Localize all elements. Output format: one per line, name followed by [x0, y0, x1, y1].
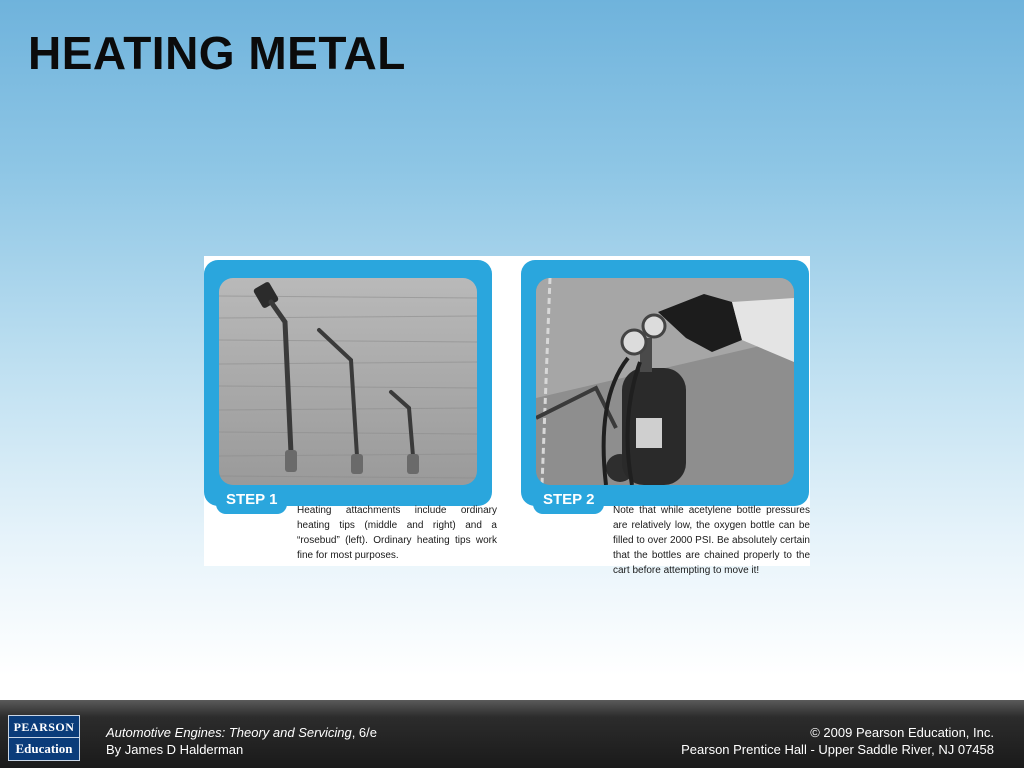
footer-title-line	[106, 724, 377, 741]
step2-label: STEP 2	[533, 486, 604, 514]
logo-bottom-text: Education	[15, 741, 73, 756]
step1-photo-heating-tips	[219, 278, 477, 485]
step2-panel	[521, 260, 809, 506]
step2-caption: Note that while acetylene bottle pressures are relatively low, the oxygen bottle can be filled to over 2000 PSI. Be absolutely certain that the bottles are chained properly to the cart before attempting to move it!	[613, 505, 810, 576]
footer-publisher: Pearson Prentice Hall - Upper Saddle River, NJ 07458	[681, 742, 994, 757]
footer-copyright-info	[681, 724, 994, 758]
step1-panel	[204, 260, 492, 506]
step1-caption: Heating attachments include ordinary heating tips (middle and right) and a “rosebud” (left). Ordinary heating tips work fine for most purposes.	[297, 505, 497, 561]
logo-top-text: PEARSON	[9, 716, 79, 738]
step2-photo-oxygen-bottle	[536, 278, 794, 485]
footer-bar	[0, 700, 1024, 768]
book-title: Automotive Engines: Theory and Servicing	[106, 725, 352, 740]
footer-book-info	[106, 724, 377, 758]
pearson-education-logo	[8, 715, 80, 761]
footer-copyright: © 2009 Pearson Education, Inc.	[810, 725, 994, 740]
slide-title: HEATING METAL	[28, 27, 406, 79]
footer-author: By James D Halderman	[106, 742, 244, 757]
figure	[204, 256, 810, 576]
book-edition: , 6/e	[351, 725, 377, 740]
step1-label: STEP 1	[216, 486, 287, 514]
